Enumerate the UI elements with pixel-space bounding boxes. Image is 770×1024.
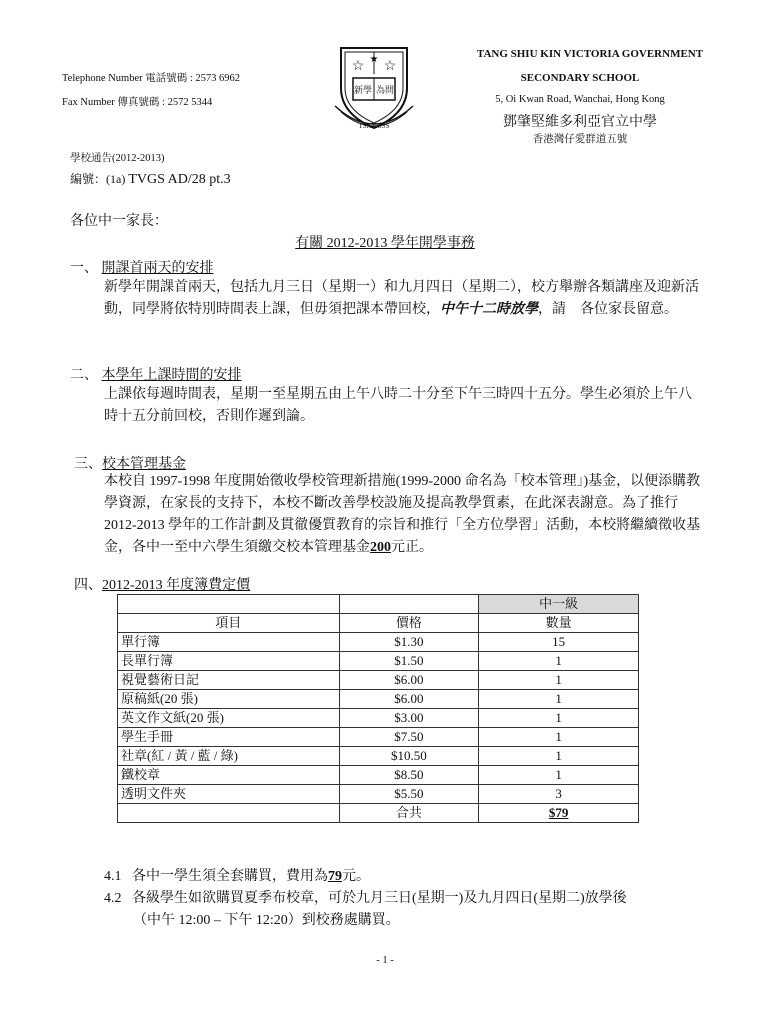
qty-cell: 1 [479, 747, 639, 766]
reference-label: 編號：(1a) [70, 172, 129, 186]
table-total-row [118, 804, 639, 823]
stationery-fee-table [117, 594, 639, 823]
section-2-heading [70, 364, 242, 384]
price-cell: $1.50 [339, 652, 479, 671]
item-cell: 社章(紅 / 黃 / 藍 / 綠) [118, 747, 340, 766]
section-4-heading [74, 574, 250, 594]
section-1-body: 新學年開課首兩天，包括九月三日（星期一）和九月四日（星期二），校方舉辦各類講座及迎新活動，同學將依特別時間表上課，但毋須把課本帶回校，中午十二時放學，請 各位家長留意。 [104, 280, 699, 317]
item-cell: 視覺藝術日記 [118, 671, 340, 690]
price-cell: $1.30 [339, 633, 479, 652]
price-cell: $6.00 [339, 690, 479, 709]
item-cell: 鐵校章 [118, 766, 340, 785]
item-cell: 透明文件夾 [118, 785, 340, 804]
svg-text:為問: 為問 [375, 85, 395, 95]
qty-cell: 1 [479, 690, 639, 709]
col-header-qty: 數量 [479, 614, 639, 633]
svg-text:☆: ☆ [383, 59, 397, 74]
reference-value: TVGS AD/28 pt.3 [128, 172, 231, 187]
fund-amount: 200 [370, 540, 391, 555]
salutation: 各位中一家長： [70, 214, 168, 229]
address-zh: 香港灣仔愛群道五號 [532, 134, 628, 145]
section-title: 開課首兩天的安排 [101, 261, 214, 276]
price-cell: $3.00 [339, 709, 479, 728]
telephone-line: Telephone Number 電話號碼 : 2573 6962 [62, 73, 241, 84]
section-number: 二、 [70, 368, 98, 383]
table-row [118, 652, 639, 671]
price-cell: $8.50 [339, 766, 479, 785]
price-cell: $5.50 [339, 785, 479, 804]
item-cell: 長單行簿 [118, 652, 340, 671]
document-title: 有關 2012-2013 學年開學事務 [295, 236, 475, 251]
section-number: 三、 [74, 457, 102, 472]
note-4-2-line2: （中午 12:00 – 下午 12:20）到校務處購買。 [133, 913, 400, 928]
note-4-2: 4.2 各級學生如欲購買夏季布校章，可於九月三日(星期一)及九月四日(星期二)放學後 [104, 891, 627, 906]
table-row [118, 671, 639, 690]
svg-text:★: ★ [369, 54, 379, 65]
col-header-price: 價格 [339, 614, 479, 633]
svg-text:☆: ☆ [351, 59, 365, 74]
svg-text:TSKVGSS: TSKVGSS [358, 122, 390, 130]
notice-reference [70, 170, 231, 188]
qty-cell: 1 [479, 709, 639, 728]
section-number: 一、 [70, 261, 98, 276]
item-cell: 英文作文紙(20 張) [118, 709, 340, 728]
note-number: 4.1 [104, 869, 122, 884]
table-header-row [118, 614, 639, 633]
table-row [118, 633, 639, 652]
qty-cell: 1 [479, 671, 639, 690]
qty-cell: 1 [479, 728, 639, 747]
qty-cell: 15 [479, 633, 639, 652]
svg-text:新學: 新學 [353, 85, 373, 95]
table-cell [118, 595, 340, 614]
school-name-en-line1: TANG SHIU KIN VICTORIA GOVERNMENT [476, 48, 704, 60]
col-header-item: 項目 [118, 614, 340, 633]
item-cell: 單行簿 [118, 633, 340, 652]
qty-cell: 1 [479, 766, 639, 785]
price-cell: $7.50 [339, 728, 479, 747]
note-number: 4.2 [104, 891, 122, 906]
table-row [118, 785, 639, 804]
section-2-body: 上課依每週時間表，星期一至星期五由上午八時二十分至下午三時四十五分。學生必須於上午八時十五分前回校，否則作遲到論。 [104, 387, 692, 424]
table-row [118, 690, 639, 709]
fax-line: Fax Number 傳真號碼 : 2572 5344 [62, 97, 213, 108]
table-cell [118, 804, 340, 823]
item-cell: 原稿紙(20 張) [118, 690, 340, 709]
page-number: - 1 - [376, 955, 394, 966]
qty-cell: 1 [479, 652, 639, 671]
section-number: 四、 [74, 578, 102, 593]
section-3-heading [74, 453, 186, 473]
qty-cell: 3 [479, 785, 639, 804]
section-1-heading [70, 257, 214, 277]
table-row [118, 766, 639, 785]
dismissal-emphasis: 中午十二時放學 [440, 302, 538, 317]
price-cell: $6.00 [339, 671, 479, 690]
section-title: 本學年上課時間的安排 [101, 368, 242, 383]
set-fee-amount: 79 [328, 869, 342, 884]
section-title: 校本管理基金 [102, 457, 186, 472]
school-name-zh: 鄧肇堅維多利亞官立中學 [503, 115, 657, 130]
table-row [118, 595, 639, 614]
note-4-1: 4.1 各中一學生須全套購買，費用為79元。 [104, 869, 370, 884]
item-cell: 學生手冊 [118, 728, 340, 747]
total-value: $79 [479, 804, 639, 823]
grade-header: 中一級 [479, 595, 639, 614]
table-row [118, 709, 639, 728]
section-title: 2012-2013 年度簿費定價 [102, 578, 251, 593]
price-cell: $10.50 [339, 747, 479, 766]
section-3-body: 本校自 1997-1998 年度開始徵收學校管理新措施(1999-2000 命名為「校本管理」)基金，以便添購教學資源，在家長的支持下，本校不斷改善學校設施及提高教學質素，在此深表謝意。為了推行 2012-2013 學年的工作計劃及貫徹優質教育的宗旨和推行「全方位學習」活動，本校將繼續徵收基金，各中一至中六學生須繳交校本管理基金200元正。 [104, 474, 701, 555]
address-en: 5, Oi Kwan Road, Wanchai, Hong Kong [495, 94, 665, 105]
school-crest-icon [331, 44, 417, 136]
notice-year: 學校通告(2012-2013) [70, 153, 165, 164]
table-row [118, 728, 639, 747]
total-label: 合共 [339, 804, 479, 823]
table-row [118, 747, 639, 766]
table-cell [339, 595, 479, 614]
school-name-en-line2: SECONDARY SCHOOL [520, 72, 640, 84]
